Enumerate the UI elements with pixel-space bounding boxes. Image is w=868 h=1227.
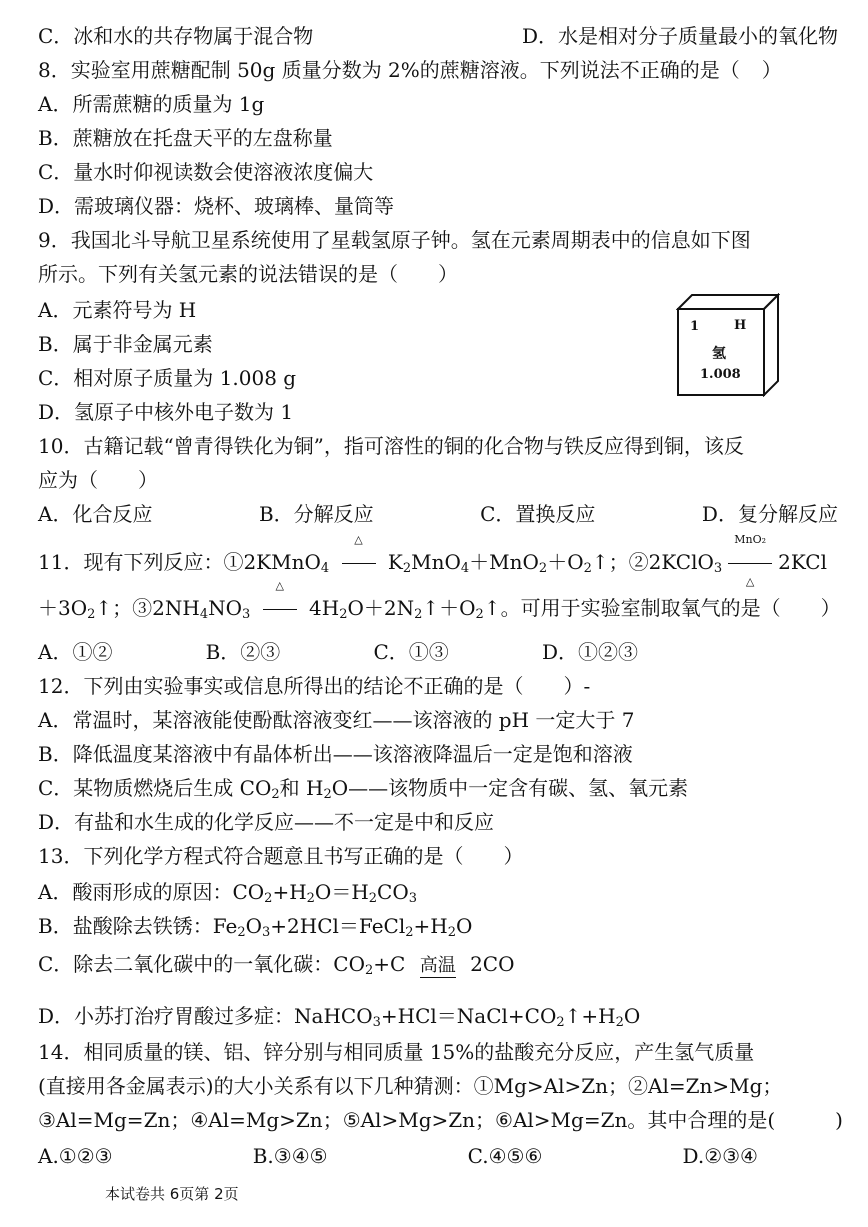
q11-line1 [38, 533, 827, 588]
subscript: 3 [262, 925, 271, 940]
q13-option-a [38, 878, 417, 906]
element-name: 氢 [712, 346, 726, 362]
q8-option-c: C．量水时仰视读数会使溶液浓度偏大 [38, 160, 374, 184]
subscript: 2 [271, 787, 280, 802]
subscript: 2 [402, 561, 412, 576]
q13-d-text: O [623, 1004, 641, 1028]
q11-text: O＋2N [347, 596, 415, 620]
q11-text: ↑；②2KClO [591, 550, 714, 574]
q10-option-c: C．置换反应 [480, 502, 596, 526]
q11-option-b: B．②③ [205, 640, 281, 664]
q12-option-b: B．降低温度某溶液中有晶体析出——该溶液降温后一定是饱和溶液 [38, 742, 633, 766]
q10-option-d: D．复分解反应 [701, 502, 838, 526]
subscript: 2 [414, 607, 423, 622]
high-temp-condition [412, 950, 464, 978]
q8-stem-text: 8．实验室用蔗糖配制 50g 质量分数为 2%的蔗糖溶液。下列说法不正确的是（ [38, 58, 740, 82]
q12-c-text: C．某物质燃烧后生成 CO [38, 776, 272, 800]
q13-b-text: O [245, 914, 263, 938]
q10-option-a: A．化合反应 [38, 502, 153, 526]
q12-stem: 12．下列由实验事实或信息所得出的结论不正确的是（ ）- [38, 674, 591, 698]
q10-stem-line2: 应为（ ） [38, 468, 158, 492]
q11-option-d: D．①②③ [541, 640, 638, 664]
subscript: 3 [713, 561, 723, 576]
subscript: 2 [237, 925, 246, 940]
q13-b-text: O [456, 914, 473, 938]
subscript: 2 [264, 891, 273, 906]
q13-d-text: +HCl＝NaCl+CO [380, 1004, 557, 1028]
q11-line2 [38, 579, 841, 622]
heat-symbol: △ [275, 579, 284, 592]
q14-option-b: B.③④⑤ [252, 1144, 328, 1168]
options-row-prev-question [38, 22, 838, 50]
q11-option-a: A．①② [38, 640, 113, 664]
subscript: 2 [368, 891, 378, 906]
element-symbol: H [734, 318, 747, 333]
q14-line3: ③Al=Mg=Zn；④Al=Mg>Zn；⑤Al>Mg>Zn；⑥Al>Mg=Zn。其中合理的是( ) [38, 1108, 843, 1132]
q11-text: 2KCl [778, 550, 827, 574]
q8-stem [38, 56, 782, 84]
q9-stem-line2: 所示。下列有关氢元素的说法错误的是（ ） [38, 262, 458, 286]
q12-c-text: 和 H [279, 776, 324, 800]
q12-option-a: A．常温时，某溶液能使酚酞溶液变红——该溶液的 pH 一定大于 7 [38, 708, 635, 732]
q13-b-text: B．盐酸除去铁锈：Fe [38, 914, 238, 938]
heat-condition [336, 533, 382, 576]
subscript: 2 [538, 561, 548, 576]
q12-option-c [38, 774, 688, 802]
subscript: 3 [372, 1015, 381, 1030]
q8-close: ） [761, 58, 782, 82]
q14-line2: (直接用各金属表示)的大小关系有以下几种猜测：①Mg>Al>Zn；②Al=Zn>Mg； [38, 1074, 783, 1098]
q13-a-text: +H [272, 880, 307, 904]
q11-text: NO [208, 596, 243, 620]
subscript: 4 [460, 561, 470, 576]
q9-option-b: B．属于非金属元素 [38, 332, 213, 356]
subscript: 4 [199, 607, 209, 622]
option-d: D．水是相对分子质量最小的氧化物 [521, 24, 838, 48]
q11-text: ↑。可用于实验室制取氧气的是（ ） [483, 596, 841, 620]
q11-text: ↑；③2NH [95, 596, 200, 620]
element-mass: 1.008 [700, 367, 741, 382]
q10-stem-line1: 10．古籍记载“曾青得铁化为铜”，指可溶性的铜的化合物与铁反应得到铜，该反 [38, 434, 744, 458]
q11-options [38, 638, 638, 666]
q8-option-a: A．所需蔗糖的质量为 1g [38, 92, 265, 116]
q11-text: ＋3O [38, 596, 88, 620]
q11-text: ↑＋O [422, 596, 476, 620]
q12-option-d: D．有盐和水生成的化学反应——不一定是中和反应 [38, 810, 495, 834]
q13-b-text: +2HCl＝FeCl [270, 914, 406, 938]
subscript: 2 [323, 787, 332, 802]
subscript: 2 [583, 561, 592, 576]
q13-c-text: 2CO [470, 952, 515, 976]
q13-b-text: +H [413, 914, 448, 938]
q14-option-a: A.①②③ [38, 1144, 113, 1168]
heat-symbol: △ [745, 575, 755, 588]
q13-a-text: CO [377, 880, 409, 904]
q9-option-c: C．相对原子质量为 1.008 g [38, 366, 297, 390]
q13-c-text: C．除去二氧化碳中的一氧化碳：CO [38, 952, 366, 976]
catalyst-label: MnO₂ [734, 533, 767, 546]
q9-stem-line1: 9．我国北斗导航卫星系统使用了星载氢原子钟。氢在元素周期表中的信息如下图 [38, 228, 751, 252]
q13-c-text: +C [373, 952, 406, 976]
q14-option-d: D.②③④ [682, 1144, 758, 1168]
subscript: 2 [306, 891, 315, 906]
page-footer: 本试卷共 6页第 2页 [105, 1185, 239, 1203]
q10-options [38, 500, 838, 528]
high-temp-label: 高温 [419, 955, 456, 976]
q13-option-b [38, 912, 472, 940]
subscript: 3 [242, 607, 251, 622]
subscript: 2 [365, 963, 374, 978]
q14-line1: 14．相同质量的镁、铝、锌分别与相同质量 15%的盐酸充分反应，产生氢气质量 [38, 1040, 755, 1064]
q8-option-d: D．需玻璃仪器：烧杯、玻璃棒、量筒等 [38, 194, 395, 218]
subscript: 2 [475, 607, 484, 622]
heat-symbol: △ [354, 533, 363, 546]
q9-option-d: D．氢原子中核外电子数为 1 [38, 400, 294, 424]
q13-stem: 13．下列化学方程式符合题意且书写正确的是（ ） [38, 844, 524, 868]
q12-c-text: O——该物质中一定含有碳、氢、氧元素 [331, 776, 689, 800]
q8-option-b: B．蔗糖放在托盘天平的左盘称量 [38, 126, 333, 150]
hydrogen-element-card [676, 293, 780, 397]
q11-text: 11．现有下列反应：①2KMnO [38, 550, 321, 574]
subscript: 2 [339, 607, 348, 622]
subscript: 2 [556, 1015, 565, 1030]
q13-option-d [38, 1002, 640, 1030]
q11-text: 4H [309, 596, 340, 620]
q11-text: MnO [411, 550, 461, 574]
subscript: 2 [405, 925, 414, 940]
q13-a-text: O＝H [314, 880, 369, 904]
subscript: 2 [87, 607, 96, 622]
q11-text: K [387, 550, 403, 574]
q10-option-b: B．分解反应 [258, 502, 374, 526]
q13-a-text: A．酸雨形成的原因：CO [38, 880, 265, 904]
q14-options [38, 1142, 758, 1170]
heat-condition [257, 579, 303, 622]
q11-option-c: C．①③ [373, 640, 449, 664]
q14-option-c: C.④⑤⑥ [467, 1144, 543, 1168]
subscript: 4 [320, 561, 330, 576]
q13-d-text: D．小苏打治疗胃酸过多症：NaHCO [38, 1004, 373, 1028]
q11-text: ＋MnO [469, 550, 539, 574]
subscript: 2 [615, 1015, 624, 1030]
option-c: C．冰和水的共存物属于混合物 [38, 24, 314, 48]
q9-option-a: A．元素符号为 H [38, 298, 197, 322]
element-number: 1 [690, 319, 700, 334]
q11-text: ＋O [547, 550, 584, 574]
catalyst-condition [722, 533, 778, 588]
subscript: 2 [447, 925, 457, 940]
subscript: 3 [408, 891, 418, 906]
q13-d-text: ↑+H [564, 1004, 616, 1028]
q13-option-c [38, 950, 515, 978]
